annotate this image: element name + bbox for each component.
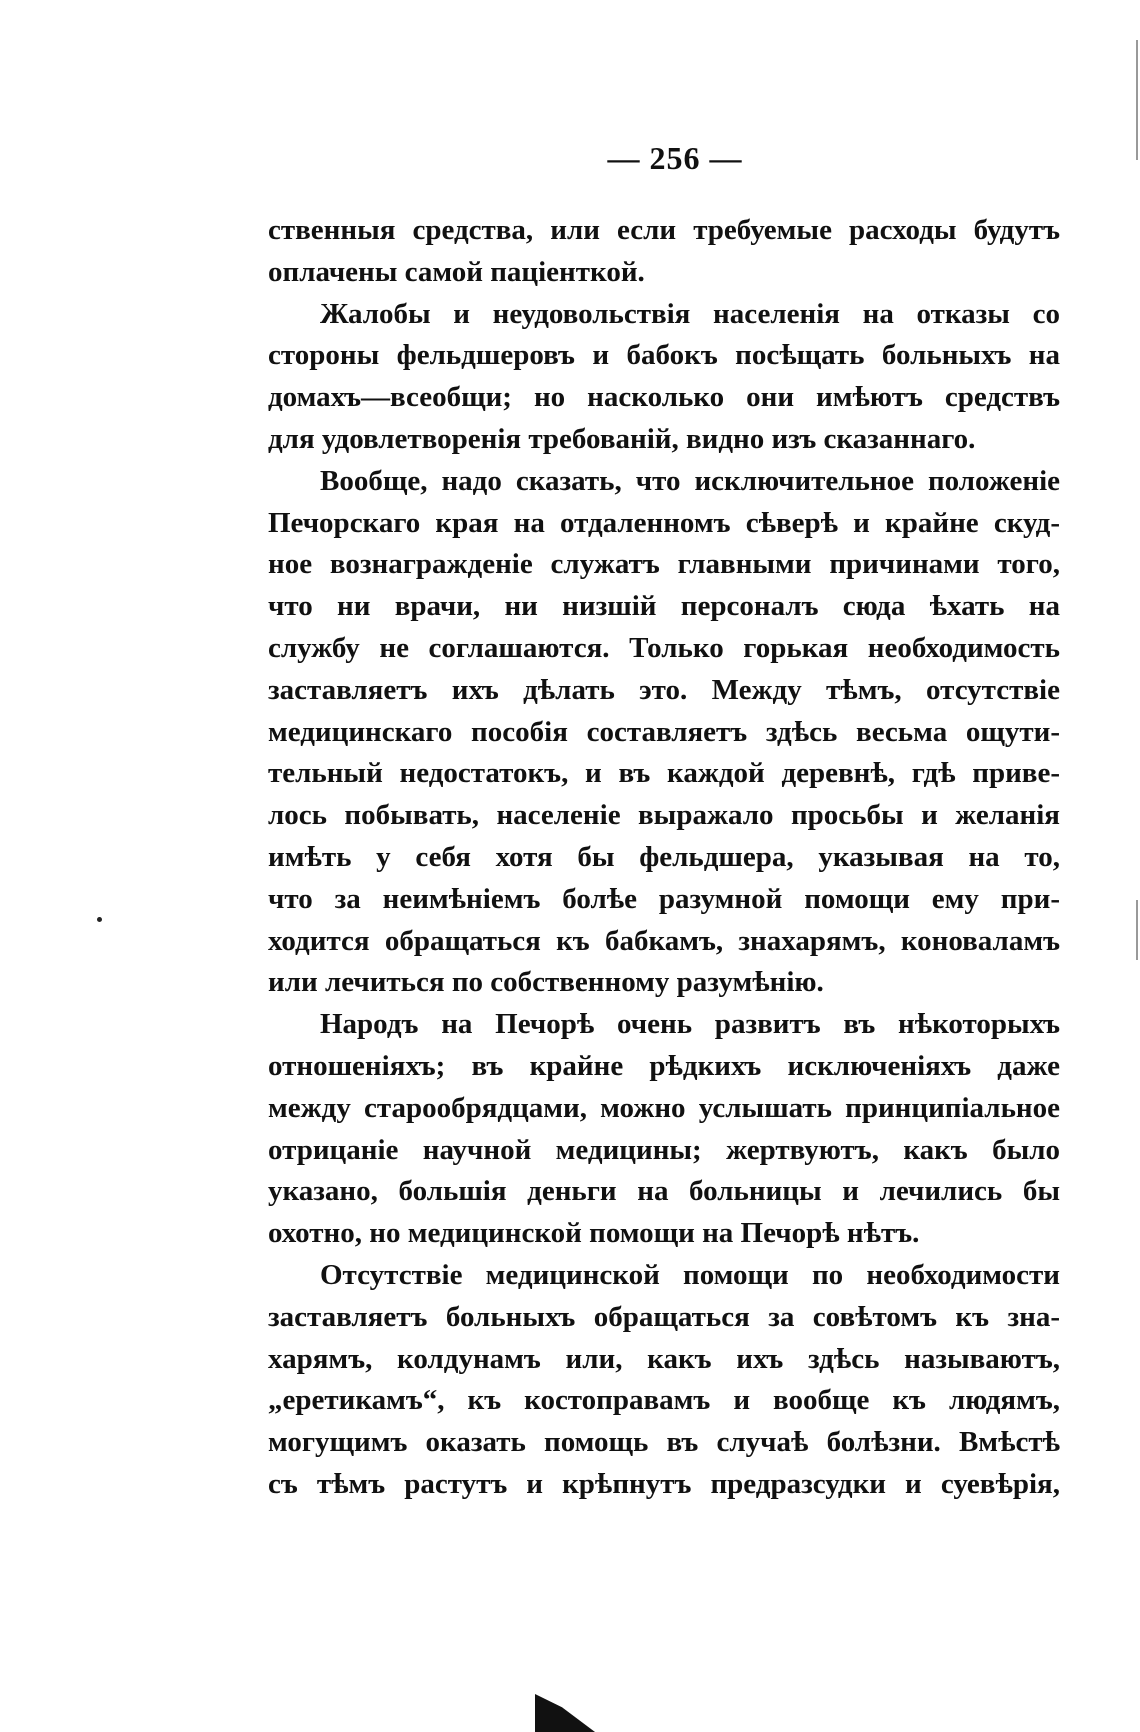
text-line: имѣть у себя хотя бы фельдшера, указывая на то, [268, 840, 1060, 873]
text-line: между старообрядцами, можно услышать принципіальное [268, 1091, 1060, 1124]
text-line: ное вознагражденіе служатъ главными причинами того, [268, 548, 1060, 581]
text-line: медицинскаго пособія составляетъ здѣсь весьма ощути- [268, 715, 1060, 748]
ink-speck [97, 917, 102, 922]
text-line: что ни врачи, ни низшій персоналъ сюда ѣхать на [268, 590, 1060, 623]
paragraph-start-line: Отсутствіе медицинской помощи по необходимости [320, 1258, 1060, 1291]
paragraph-start-line: Народъ на Печорѣ очень развитъ въ нѣкоторыхъ [320, 1008, 1060, 1041]
paragraph-start-line: Жалобы и неудовольствія населенія на отказы со [320, 297, 1060, 330]
text-line: что за неимѣніемъ болѣе разумной помощи ему при- [268, 882, 1060, 915]
text-line: для удовлетворенія требованій, видно изъ сказаннаго. [268, 422, 976, 455]
page-number: — 256 — [607, 140, 743, 176]
paragraph-start-line: Вообще, надо сказать, что исключительное положеніе [320, 464, 1060, 497]
text-line: Печорскаго края на отдаленномъ сѣверѣ и крайне скуд- [268, 506, 1060, 539]
body-text [268, 210, 1060, 1506]
scan-edge-mark [1136, 40, 1138, 160]
text-line: „еретикамъ“, къ костоправамъ и вообще къ людямъ, [268, 1384, 1060, 1417]
text-line: отрицаніе научной медицины; жертвуютъ, какъ было [268, 1133, 1060, 1166]
text-line: охотно, но медицинской помощи на Печорѣ нѣтъ. [268, 1217, 920, 1250]
text-line: заставляетъ больныхъ обращаться за совѣтомъ къ зна- [268, 1300, 1060, 1333]
text-line: тельный недостатокъ, и въ каждой деревнѣ, гдѣ приве- [268, 757, 1060, 790]
ink-blot [535, 1694, 595, 1732]
scan-edge-mark [1136, 900, 1138, 960]
text-line: домахъ—всеобщи; но насколько они имѣютъ средствъ [268, 381, 1060, 414]
text-line: указано, большія деньги на больницы и лечились бы [268, 1175, 1060, 1208]
text-line: оплачены самой паціенткой. [268, 255, 645, 288]
text-line: службу не соглашаются. Только горькая необходимость [268, 631, 1060, 664]
text-line: могущимъ оказать помощь въ случаѣ болѣзни. Вмѣстѣ [268, 1426, 1060, 1459]
text-line: съ тѣмъ растутъ и крѣпнутъ предразсудки и суевѣрія, [268, 1467, 1060, 1500]
text-line: стороны фельдшеровъ и бабокъ посѣщать больныхъ на [268, 339, 1060, 372]
text-line: харямъ, колдунамъ или, какъ ихъ здѣсь называютъ, [268, 1342, 1060, 1375]
text-line: заставляетъ ихъ дѣлать это. Между тѣмъ, отсутствіе [268, 673, 1060, 706]
text-line: или лечиться по собственному разумѣнію. [268, 966, 824, 999]
text-line: ходится обращаться къ бабкамъ, знахарямъ, коноваламъ [268, 924, 1060, 957]
text-line: ственныя средства, или если требуемые расходы будутъ [268, 214, 1060, 246]
text-line: отношеніяхъ; въ крайне рѣдкихъ исключеніяхъ даже [268, 1049, 1060, 1082]
text-line: лось побывать, населеніе выражало просьбы и желанія [268, 799, 1060, 832]
